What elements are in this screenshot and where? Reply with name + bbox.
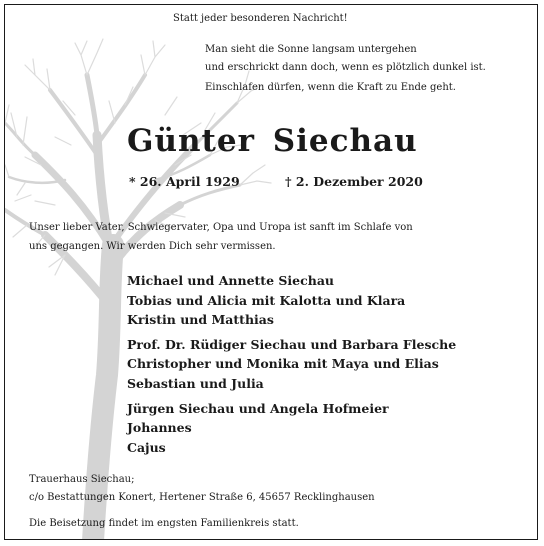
poem-line: und erschrickt dann doch, wenn es plötzlich dunkel ist. bbox=[205, 62, 486, 73]
mourner-line: Michael und Annette Siechau bbox=[127, 273, 335, 288]
poem-line: Man sieht die Sonne langsam untergehen bbox=[205, 44, 417, 55]
mourning-house-line: Trauerhaus Siechau; bbox=[29, 474, 135, 485]
message-line: Unser lieber Vater, Schwiegervater, Opa und Uropa ist sanft im Schlafe von bbox=[29, 222, 413, 233]
mourner-line: Kristin und Matthias bbox=[127, 312, 274, 327]
birth-date: * 26. April 1929 bbox=[129, 174, 240, 189]
mourner-line: Christopher und Monika mit Maya und Elias bbox=[127, 356, 439, 371]
deceased-name: Günter Siechau bbox=[127, 123, 418, 159]
obituary-notice bbox=[4, 4, 538, 540]
mourner-line: Cajus bbox=[127, 440, 166, 455]
address-line: c/o Bestattungen Konert, Hertener Straße 6, 45657 Recklinghausen bbox=[29, 492, 375, 503]
burial-note: Die Beisetzung findet im engsten Familienkreis statt. bbox=[29, 518, 299, 529]
death-date: † 2. Dezember 2020 bbox=[285, 174, 423, 189]
mourner-line: Prof. Dr. Rüdiger Siechau und Barbara Flesche bbox=[127, 337, 457, 352]
mourner-line: Johannes bbox=[127, 420, 192, 435]
mourner-line: Tobias und Alicia mit Kalotta und Klara bbox=[127, 293, 406, 308]
poem-line: Einschlafen dürfen, wenn die Kraft zu Ende geht. bbox=[205, 82, 456, 93]
mourner-line: Jürgen Siechau und Angela Hofmeier bbox=[127, 401, 389, 416]
message-line: uns gegangen. Wir werden Dich sehr vermissen. bbox=[29, 241, 276, 252]
notice-heading: Statt jeder besonderen Nachricht! bbox=[173, 13, 348, 24]
mourner-line: Sebastian und Julia bbox=[127, 376, 264, 391]
